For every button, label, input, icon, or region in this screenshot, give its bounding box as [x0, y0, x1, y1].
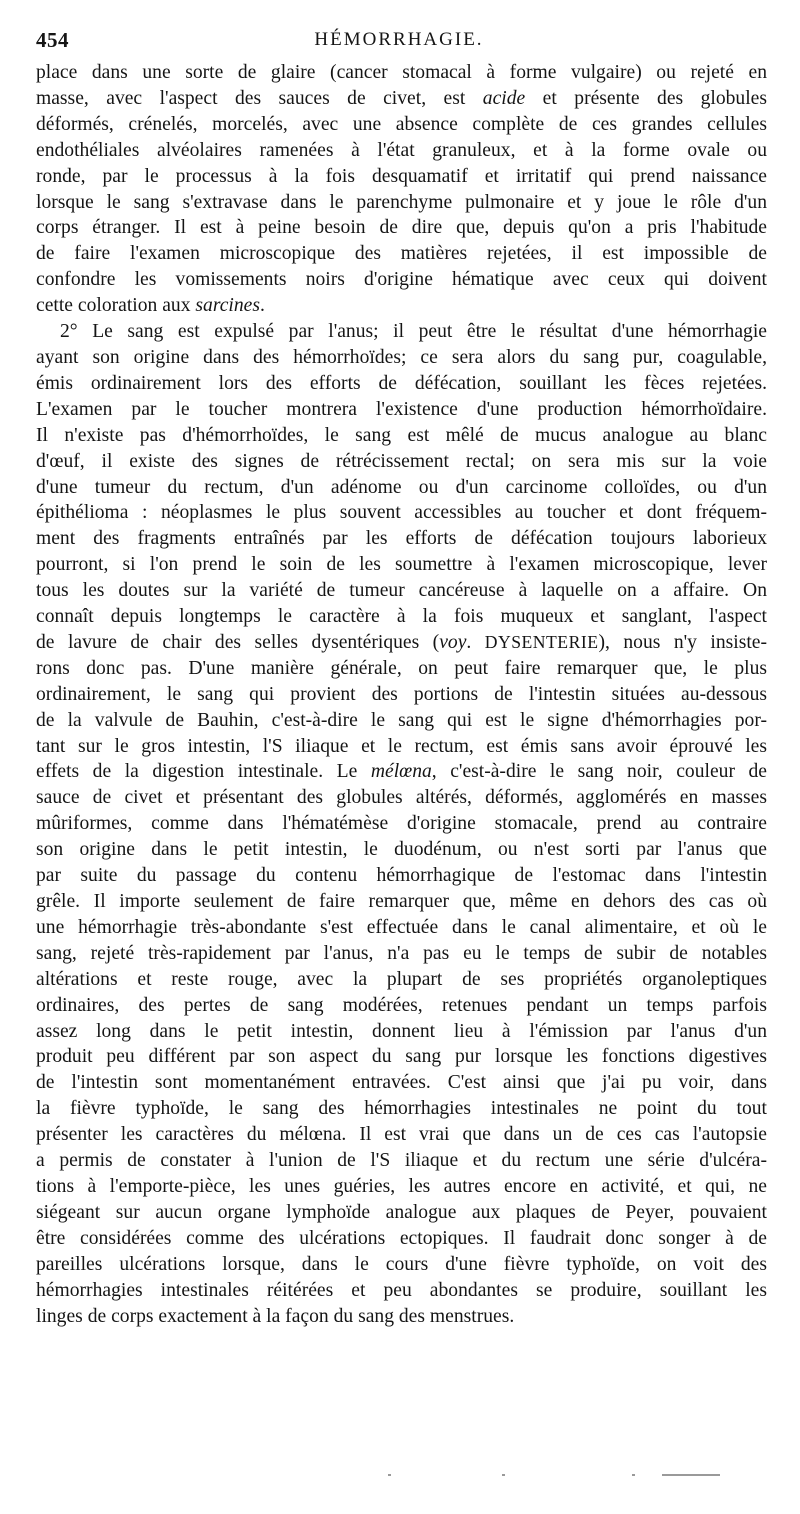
body-text	[36, 60, 767, 1329]
text-line: sauce de civet et présentant des globules altérés, déformés, agglomérés en masses	[36, 787, 767, 809]
bottom-scan-marks	[380, 1474, 740, 1480]
text-line: ordinaires, des pertes de sang modérées, retenues pendant un temps parfois	[36, 994, 767, 1016]
text-line: tous les doutes sur la variété de tumeur cancéreuse à laquelle on a affaire. On	[36, 580, 767, 602]
text-line: une hémorrhagie très-abondante s'est effectuée dans le canal alimentaire, et où le	[36, 916, 767, 938]
text-line: siégeant sur aucun organe lymphoïde analogue aux plaques de Peyer, pouvaient	[36, 1201, 767, 1223]
text-line: effets de la digestion intestinale. Le mélœna, c'est-à-dire le sang noir, couleur de	[36, 761, 767, 783]
text-line: tions à l'emporte-pièce, les unes guéries, les autres encore en activité, et qui, ne	[36, 1175, 767, 1197]
text-line: épithélioma : néoplasmes le plus souvent accessibles au toucher et dont fréquem-	[36, 502, 767, 524]
text-line: tant sur le gros intestin, l'S iliaque et le rectum, est émis sans avoir éprouvé les	[36, 735, 767, 757]
text-line: de lavure de chair des selles dysentériques (voy. DYSENTERIE), nous n'y insiste-	[36, 631, 768, 653]
text-line: masse, avec l'aspect des sauces de civet, est acide et présente des globules	[36, 87, 767, 109]
text-line: la fièvre typhoïde, le sang des hémorrhagies intestinales ne point du tout	[36, 1098, 767, 1120]
text-line: Il n'existe pas d'hémorrhoïdes, le sang est mêlé de mucus analogue au blanc	[36, 424, 767, 446]
text-line: hémorrhagies intestinales réitérées et peu abondantes se produire, souillant les	[36, 1279, 767, 1301]
text-line: 2° Le sang est expulsé par l'anus; il peut être le résultat d'une hémorrhagie	[60, 321, 767, 343]
text-line: endothéliales alvéolaires ramenées à l'état granuleux, et à la forme ovale ou	[36, 139, 767, 161]
running-title: HÉMORRHAGIE.	[314, 29, 484, 50]
text-line: altérations et reste rouge, avec la plupart de ses propriétés organoleptiques	[36, 968, 767, 990]
text-line: grêle. Il importe seulement de faire remarquer que, même en dehors des cas où	[36, 891, 767, 912]
text-line: ayant son origine dans des hémorrhoïdes; ce sera alors du sang pur, coagulable,	[36, 346, 767, 368]
text-line: linges de corps exactement à la façon du sang des menstrues.	[36, 1305, 515, 1327]
text-line: pareilles ulcérations lorsque, dans le cours d'une fièvre typhoïde, on voit des	[36, 1253, 767, 1275]
text-line: connaît depuis longtemps le caractère à la fois muqueux et sanglant, l'aspect	[36, 606, 767, 628]
text-line: mûriformes, comme dans l'hématémèse d'origine stomacale, prend au contraire	[36, 813, 767, 835]
text-line: ordinairement, le sang qui provient des portions de l'intestin situées au-dessous	[36, 683, 767, 705]
text-line: a permis de constater à l'union de l'S iliaque et du rectum une série d'ulcéra-	[36, 1150, 767, 1172]
text-line: sang, rejeté très-rapidement par l'anus, n'a pas eu le temps de subir de notables	[36, 942, 767, 964]
text-line: place dans une sorte de glaire (cancer stomacal à forme vulgaire) ou rejeté en	[36, 62, 767, 83]
text-line: d'œuf, il existe des signes de rétrécissement rectal; on sera mis sur la voie	[36, 450, 767, 472]
text-line: déformés, crénelés, morcelés, avec une absence complète de ces grandes cellules	[36, 113, 767, 135]
page-header	[36, 28, 762, 58]
text-line: produit peu différent par son aspect du sang pur lorsque les fonctions digestives	[36, 1046, 767, 1068]
text-line: corps étranger. Il est à peine besoin de dire que, depuis qu'on a pris l'habitude	[36, 217, 767, 239]
text-line: de la valvule de Bauhin, c'est-à-dire le sang qui est le signe d'hémorrhagies por-	[36, 709, 767, 731]
text-line: rons donc pas. D'une manière générale, on peut faire remarquer que, le plus	[36, 657, 767, 679]
text-line: de faire l'examen microscopique des matières rejetées, il est impossible de	[36, 243, 767, 265]
text-line: pourront, si l'on prend le soin de les soumettre à l'examen microscopique, lever	[36, 554, 767, 576]
text-line: confondre les vomissements noirs d'origine hématique avec ceux qui doivent	[36, 269, 767, 291]
text-line: L'examen par le toucher montrera l'existence d'une production hémorrhoïdaire.	[36, 398, 767, 420]
text-line: d'une tumeur du rectum, d'un adénome ou d'un carcinome colloïdes, ou d'un	[36, 476, 767, 498]
text-line: être considérées comme des ulcérations ectopiques. Il faudrait donc songer à de	[36, 1227, 767, 1249]
text-line: présenter les caractères du mélœna. Il est vrai que dans un de ces cas l'autopsie	[36, 1124, 767, 1146]
text-line: ment des fragments entraînés par les efforts de défécation toujours laborieux	[36, 528, 767, 550]
text-line: de l'intestin sont momentanément entravées. C'est ainsi que j'ai pu voir, dans	[36, 1072, 767, 1094]
text-line: lorsque le sang s'extravase dans le parenchyme pulmonaire et y joue le rôle d'un	[36, 191, 767, 213]
text-line: ronde, par le processus à la fois desquamatif et irritatif qui prend naissance	[36, 165, 767, 187]
page-number: 454	[36, 28, 69, 52]
text-line: son origine dans le petit intestin, le duodénum, ou n'est sorti par l'anus que	[36, 839, 767, 861]
text-line: cette coloration aux sarcines.	[36, 295, 265, 317]
text-line: émis ordinairement lors des efforts de défécation, souillant les fèces rejetées.	[36, 372, 767, 394]
text-line: assez long dans le petit intestin, donnent lieu à l'émission par l'anus d'un	[36, 1020, 767, 1042]
text-line: par suite du passage du contenu hémorrhagique de l'estomac dans l'intestin	[36, 865, 767, 887]
